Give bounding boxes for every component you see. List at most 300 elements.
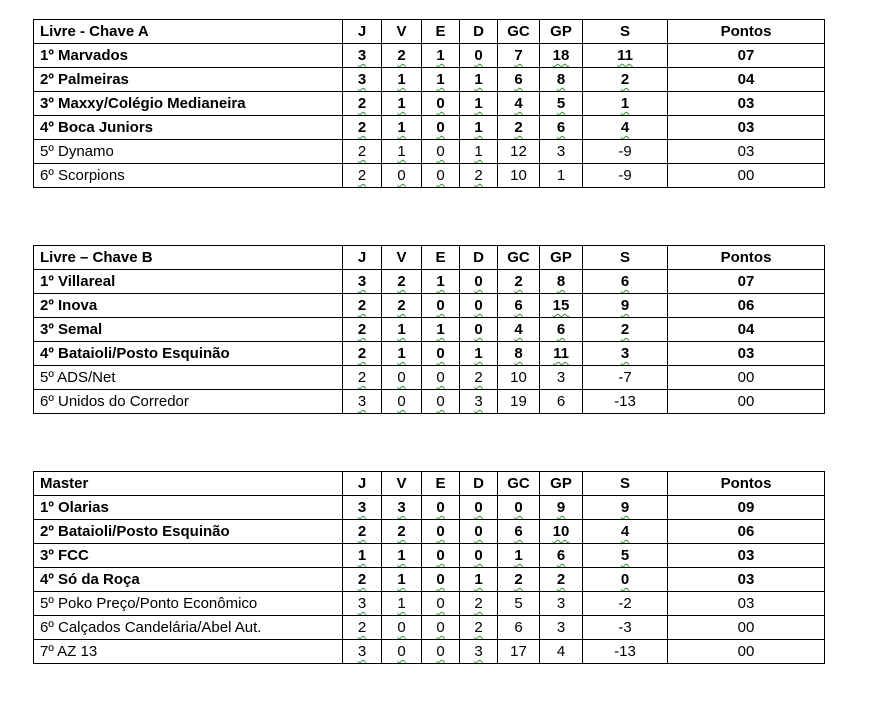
- cell-e: [422, 164, 460, 188]
- cell-j: [343, 366, 382, 390]
- cell-s: [583, 270, 668, 294]
- cell-s: [583, 616, 668, 640]
- team-name: 4º Bataioli/Posto Esquinão: [40, 345, 230, 362]
- table-row: [34, 592, 825, 616]
- standings-table-livre-chave-b: [33, 245, 825, 414]
- cell-v-value: 1: [397, 71, 406, 88]
- cell-gp-value: 1: [556, 167, 566, 184]
- cell-d-value: 1: [474, 95, 483, 112]
- cell-s-value: -13: [614, 643, 636, 660]
- col-header-j: J: [343, 246, 382, 270]
- cell-gp: [540, 92, 583, 116]
- cell-j: [343, 592, 382, 616]
- cell-gc: [498, 342, 540, 366]
- cell-d: [460, 270, 498, 294]
- cell-gc-value: 7: [514, 47, 523, 64]
- cell-gc-value: 2: [514, 273, 523, 290]
- cell-team: [34, 44, 343, 68]
- cell-pontos-value: 00: [737, 643, 755, 660]
- table-header-row: [34, 472, 825, 496]
- cell-s: [583, 318, 668, 342]
- cell-j: [343, 520, 382, 544]
- cell-j-value: 3: [357, 47, 367, 64]
- cell-e-value: 0: [436, 619, 445, 636]
- cell-e: [422, 592, 460, 616]
- table-row: [34, 164, 825, 188]
- cell-gc: [498, 44, 540, 68]
- cell-v-value: 1: [397, 571, 406, 588]
- cell-j-value: 2: [357, 523, 367, 540]
- cell-j-value: 2: [357, 297, 367, 314]
- cell-gp-value: 4: [556, 643, 566, 660]
- cell-d-value: 1: [474, 345, 483, 362]
- cell-pontos-value: 00: [737, 369, 755, 386]
- cell-pontos-value: 03: [737, 571, 755, 588]
- cell-pontos: [668, 68, 825, 92]
- col-header-gc: GC: [498, 472, 540, 496]
- cell-pontos-value: 03: [737, 95, 755, 112]
- cell-v: [382, 270, 422, 294]
- cell-s-value: -9: [618, 143, 632, 160]
- cell-e-value: 0: [436, 167, 445, 184]
- table-row: [34, 116, 825, 140]
- cell-e: [422, 342, 460, 366]
- col-header-v: V: [382, 246, 422, 270]
- cell-gc-value: 5: [514, 595, 523, 612]
- cell-gp: [540, 342, 583, 366]
- table-body: [34, 44, 825, 188]
- cell-gp: [540, 544, 583, 568]
- cell-gc: [498, 68, 540, 92]
- cell-v: [382, 294, 422, 318]
- cell-j: [343, 270, 382, 294]
- cell-pontos: [668, 116, 825, 140]
- cell-v-value: 2: [397, 523, 406, 540]
- cell-d: [460, 294, 498, 318]
- cell-s-value: 11: [617, 47, 633, 64]
- col-header-gc: GC: [498, 246, 540, 270]
- cell-pontos-value: 06: [737, 523, 755, 540]
- team-name: 5º Dynamo: [40, 143, 114, 160]
- col-header-v: V: [382, 472, 422, 496]
- cell-s: [583, 640, 668, 664]
- cell-s-value: 3: [620, 345, 630, 362]
- cell-gp-value: 15: [552, 297, 570, 314]
- standings-table-livre-chave-a: [33, 19, 825, 188]
- table-header-row: [34, 246, 825, 270]
- cell-gp: [540, 270, 583, 294]
- cell-team: [34, 68, 343, 92]
- cell-v: [382, 366, 422, 390]
- cell-gp-value: 11: [553, 345, 569, 362]
- cell-e-value: 0: [436, 297, 445, 314]
- team-name: 7º AZ 13: [40, 643, 98, 660]
- cell-gp-value: 9: [556, 499, 566, 516]
- cell-s-value: 5: [620, 547, 630, 564]
- col-header-gp: GP: [540, 246, 583, 270]
- team-name: 4º Só da Roça: [40, 571, 140, 588]
- cell-e-value: 0: [436, 643, 445, 660]
- cell-pontos: [668, 140, 825, 164]
- cell-team: [34, 366, 343, 390]
- cell-team: [34, 390, 343, 414]
- table-row: [34, 44, 825, 68]
- cell-s-value: -3: [618, 619, 632, 636]
- cell-d-value: 1: [474, 119, 483, 136]
- cell-j-value: 3: [357, 595, 367, 612]
- cell-pontos: [668, 342, 825, 366]
- team-name: 2º Inova: [40, 297, 98, 314]
- cell-e: [422, 68, 460, 92]
- cell-gc: [498, 92, 540, 116]
- cell-pontos-value: 07: [737, 273, 755, 290]
- cell-e-value: 0: [436, 369, 445, 386]
- cell-v: [382, 68, 422, 92]
- col-header-pontos: Pontos: [668, 20, 825, 44]
- cell-e-value: 0: [436, 523, 445, 540]
- cell-v-value: 2: [397, 297, 406, 314]
- col-header-e: E: [422, 472, 460, 496]
- col-header-pontos: Pontos: [668, 472, 825, 496]
- cell-s: [583, 366, 668, 390]
- cell-e-value: 0: [436, 95, 445, 112]
- cell-j: [343, 616, 382, 640]
- cell-e-value: 1: [436, 47, 445, 64]
- cell-pontos-value: 04: [737, 321, 755, 338]
- cell-team: [34, 520, 343, 544]
- cell-team: [34, 496, 343, 520]
- cell-s: [583, 116, 668, 140]
- cell-d: [460, 390, 498, 414]
- cell-gc: [498, 270, 540, 294]
- cell-gc-value: 6: [514, 297, 523, 314]
- cell-v: [382, 390, 422, 414]
- cell-j-value: 2: [357, 95, 367, 112]
- cell-gc: [498, 616, 540, 640]
- cell-e: [422, 140, 460, 164]
- cell-pontos: [668, 44, 825, 68]
- cell-e: [422, 616, 460, 640]
- cell-gp-value: 18: [552, 47, 570, 64]
- table-title: Master: [34, 472, 343, 496]
- table-row: [34, 92, 825, 116]
- cell-v: [382, 342, 422, 366]
- cell-j-value: 2: [357, 345, 367, 362]
- table-row: [34, 342, 825, 366]
- team-name: 5º ADS/Net: [40, 369, 116, 386]
- cell-s: [583, 568, 668, 592]
- cell-d: [460, 342, 498, 366]
- cell-gc: [498, 496, 540, 520]
- cell-e: [422, 294, 460, 318]
- cell-e-value: 0: [436, 571, 445, 588]
- cell-d: [460, 592, 498, 616]
- cell-j-value: 3: [357, 643, 367, 660]
- team-name: 3º FCC: [40, 547, 89, 564]
- col-header-gp: GP: [540, 472, 583, 496]
- table-row: [34, 68, 825, 92]
- cell-j-value: 2: [357, 143, 367, 160]
- cell-gp: [540, 520, 583, 544]
- cell-gc: [498, 592, 540, 616]
- cell-j: [343, 568, 382, 592]
- cell-d: [460, 318, 498, 342]
- team-name: 3º Maxxy/Colégio Medianeira: [40, 95, 246, 112]
- cell-d-value: 0: [474, 47, 483, 64]
- cell-v: [382, 318, 422, 342]
- cell-gp: [540, 318, 583, 342]
- cell-gc-value: 10: [510, 167, 527, 184]
- table-title: Livre - Chave A: [34, 20, 343, 44]
- cell-team: [34, 92, 343, 116]
- cell-d-value: 1: [474, 143, 483, 160]
- cell-d: [460, 366, 498, 390]
- table-row: [34, 496, 825, 520]
- cell-team: [34, 342, 343, 366]
- cell-d: [460, 116, 498, 140]
- cell-d-value: 0: [474, 273, 483, 290]
- cell-s: [583, 520, 668, 544]
- cell-pontos-value: 03: [737, 119, 755, 136]
- cell-gc-value: 1: [514, 547, 523, 564]
- cell-gp-value: 6: [556, 119, 566, 136]
- cell-j: [343, 318, 382, 342]
- team-name: 6º Calçados Candelária/Abel Aut.: [40, 619, 262, 636]
- col-header-e: E: [422, 20, 460, 44]
- cell-pontos: [668, 92, 825, 116]
- cell-v: [382, 44, 422, 68]
- cell-v: [382, 640, 422, 664]
- col-header-d: D: [460, 20, 498, 44]
- cell-pontos: [668, 520, 825, 544]
- table-title: Livre – Chave B: [34, 246, 343, 270]
- table-row: [34, 270, 825, 294]
- cell-v: [382, 164, 422, 188]
- cell-gp-value: 8: [556, 71, 566, 88]
- cell-pontos-value: 07: [737, 47, 755, 64]
- cell-pontos-value: 00: [737, 619, 755, 636]
- cell-d-value: 2: [474, 369, 483, 386]
- cell-pontos: [668, 270, 825, 294]
- cell-gp-value: 3: [556, 619, 566, 636]
- cell-s: [583, 592, 668, 616]
- cell-s: [583, 68, 668, 92]
- cell-pontos-value: 03: [737, 595, 755, 612]
- cell-j: [343, 68, 382, 92]
- cell-v-value: 1: [397, 595, 406, 612]
- cell-j-value: 2: [357, 571, 367, 588]
- cell-pontos: [668, 294, 825, 318]
- cell-d: [460, 520, 498, 544]
- cell-d-value: 1: [474, 571, 483, 588]
- cell-v-value: 1: [397, 119, 406, 136]
- cell-v-value: 0: [397, 619, 406, 636]
- cell-pontos: [668, 496, 825, 520]
- cell-j-value: 3: [357, 273, 367, 290]
- cell-d: [460, 164, 498, 188]
- cell-gp-value: 8: [556, 273, 566, 290]
- team-name: 2º Bataioli/Posto Esquinão: [40, 523, 230, 540]
- cell-gc: [498, 294, 540, 318]
- cell-v: [382, 520, 422, 544]
- cell-v-value: 2: [397, 47, 406, 64]
- cell-s: [583, 44, 668, 68]
- cell-gc-value: 0: [514, 499, 523, 516]
- cell-team: [34, 270, 343, 294]
- cell-gp-value: 10: [552, 523, 570, 540]
- cell-j-value: 3: [357, 393, 367, 410]
- table-row: [34, 544, 825, 568]
- col-header-s: S: [583, 20, 668, 44]
- cell-gp-value: 6: [556, 547, 566, 564]
- cell-d: [460, 616, 498, 640]
- table-row: [34, 520, 825, 544]
- cell-e: [422, 92, 460, 116]
- cell-pontos: [668, 318, 825, 342]
- cell-e: [422, 520, 460, 544]
- cell-d: [460, 68, 498, 92]
- cell-j-value: 2: [357, 321, 367, 338]
- cell-gp-value: 6: [556, 321, 566, 338]
- cell-j: [343, 294, 382, 318]
- cell-s: [583, 92, 668, 116]
- cell-gc: [498, 366, 540, 390]
- cell-s-value: 0: [620, 571, 630, 588]
- cell-d-value: 3: [474, 643, 483, 660]
- cell-v: [382, 496, 422, 520]
- cell-gc: [498, 640, 540, 664]
- cell-team: [34, 568, 343, 592]
- cell-v: [382, 592, 422, 616]
- cell-pontos: [668, 544, 825, 568]
- cell-pontos-value: 06: [737, 297, 755, 314]
- cell-e: [422, 640, 460, 664]
- cell-e: [422, 318, 460, 342]
- cell-s-value: 4: [620, 523, 630, 540]
- cell-s-value: 6: [620, 273, 630, 290]
- cell-gp: [540, 390, 583, 414]
- cell-e: [422, 544, 460, 568]
- cell-e-value: 0: [436, 393, 445, 410]
- cell-pontos-value: 09: [737, 499, 755, 516]
- col-header-d: D: [460, 246, 498, 270]
- cell-team: [34, 116, 343, 140]
- cell-v-value: 3: [397, 499, 406, 516]
- cell-gc: [498, 140, 540, 164]
- cell-s-value: -13: [614, 393, 636, 410]
- cell-s-value: 2: [620, 71, 630, 88]
- cell-gp: [540, 496, 583, 520]
- cell-gc-value: 19: [510, 393, 527, 410]
- team-name: 1º Villareal: [40, 273, 116, 290]
- cell-gp-value: 3: [556, 595, 566, 612]
- cell-d: [460, 568, 498, 592]
- cell-j-value: 2: [357, 167, 367, 184]
- team-name: 6º Unidos do Corredor: [40, 393, 189, 410]
- team-name: 3º Semal: [40, 321, 103, 338]
- cell-d-value: 3: [474, 393, 483, 410]
- cell-gp: [540, 164, 583, 188]
- col-header-j: J: [343, 20, 382, 44]
- cell-s: [583, 390, 668, 414]
- cell-gp: [540, 140, 583, 164]
- cell-e-value: 1: [436, 71, 445, 88]
- cell-j-value: 3: [357, 71, 367, 88]
- cell-pontos: [668, 366, 825, 390]
- cell-v: [382, 116, 422, 140]
- cell-s: [583, 342, 668, 366]
- cell-d-value: 1: [474, 71, 483, 88]
- cell-gc-value: 17: [510, 643, 527, 660]
- cell-pontos: [668, 616, 825, 640]
- table-header-row: [34, 20, 825, 44]
- table-row: [34, 294, 825, 318]
- table-row: [34, 140, 825, 164]
- cell-v-value: 0: [397, 643, 406, 660]
- cell-j-value: 1: [357, 547, 367, 564]
- cell-team: [34, 640, 343, 664]
- cell-gc: [498, 520, 540, 544]
- cell-gp: [540, 592, 583, 616]
- cell-d-value: 2: [474, 167, 483, 184]
- cell-e: [422, 496, 460, 520]
- cell-j: [343, 496, 382, 520]
- cell-pontos-value: 00: [737, 167, 755, 184]
- cell-gc-value: 4: [514, 321, 523, 338]
- cell-d: [460, 640, 498, 664]
- cell-s: [583, 140, 668, 164]
- cell-gp: [540, 616, 583, 640]
- cell-team: [34, 544, 343, 568]
- cell-gp: [540, 68, 583, 92]
- cell-v-value: 1: [397, 345, 406, 362]
- cell-gc-value: 10: [510, 369, 527, 386]
- cell-v: [382, 140, 422, 164]
- cell-gp: [540, 568, 583, 592]
- table-body: [34, 496, 825, 664]
- col-header-gc: GC: [498, 20, 540, 44]
- cell-s: [583, 164, 668, 188]
- cell-pontos-value: 00: [737, 393, 755, 410]
- table-row: [34, 318, 825, 342]
- cell-e: [422, 568, 460, 592]
- cell-pontos: [668, 568, 825, 592]
- cell-j: [343, 640, 382, 664]
- cell-team: [34, 140, 343, 164]
- cell-d-value: 0: [474, 547, 483, 564]
- cell-gc-value: 4: [514, 95, 523, 112]
- cell-j: [343, 140, 382, 164]
- cell-gp: [540, 44, 583, 68]
- cell-gc: [498, 568, 540, 592]
- cell-d-value: 0: [474, 297, 483, 314]
- table-row: [34, 366, 825, 390]
- cell-j: [343, 116, 382, 140]
- cell-team: [34, 616, 343, 640]
- cell-j: [343, 92, 382, 116]
- cell-gp: [540, 640, 583, 664]
- cell-s: [583, 496, 668, 520]
- cell-e: [422, 390, 460, 414]
- cell-j-value: 2: [357, 119, 367, 136]
- col-header-d: D: [460, 472, 498, 496]
- cell-d-value: 0: [474, 321, 483, 338]
- cell-gp-value: 3: [556, 143, 566, 160]
- cell-s-value: -9: [618, 167, 632, 184]
- cell-s: [583, 544, 668, 568]
- cell-e-value: 1: [436, 273, 445, 290]
- cell-v-value: 0: [397, 167, 406, 184]
